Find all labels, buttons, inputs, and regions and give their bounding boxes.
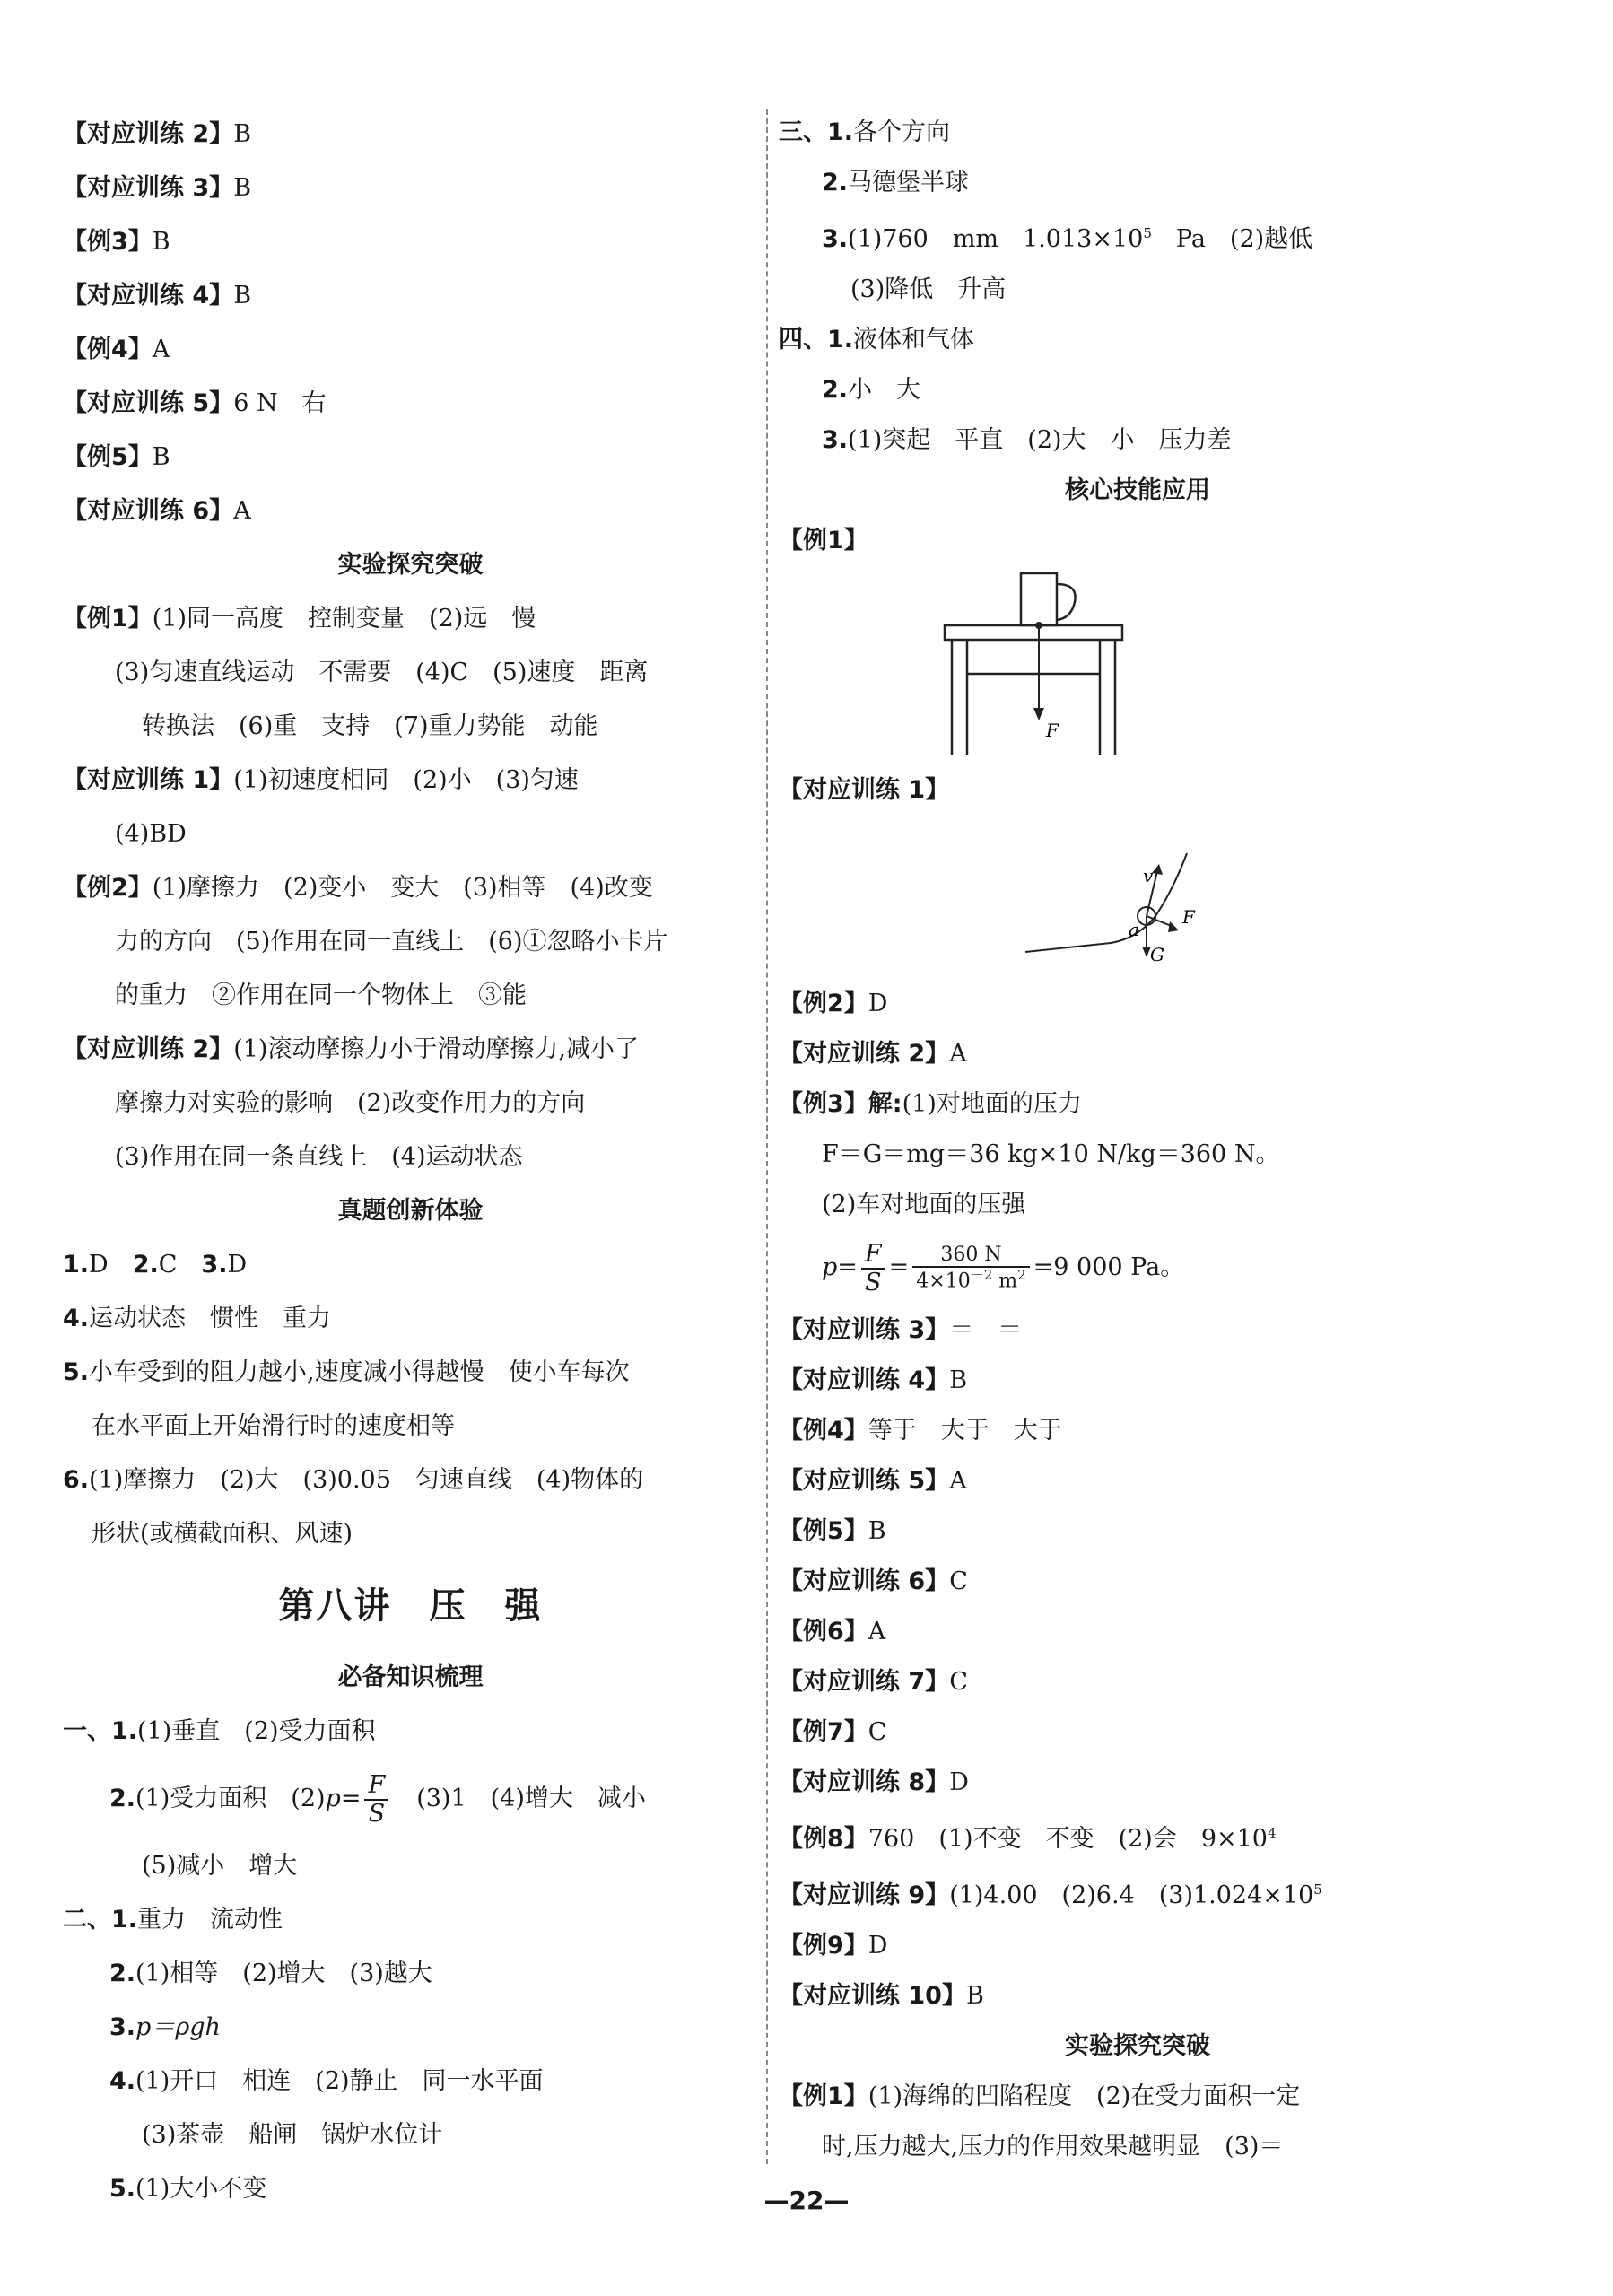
section-heading: 实验探究突破 (337, 551, 484, 579)
formula-line: p= $\frac{F}{S}$ = $\frac{360 N}{4\times 10^{-2} m^2}$ =9 000 Pa。 (822, 1239, 1185, 1296)
answer-line: 2.(1)相等 (2)增大 (3)越大 (109, 1960, 432, 1987)
answer-line: 4.(1)开口 相连 (2)静止 同一水平面 (109, 2067, 544, 2095)
answer-line: 【对应训练 7】C (779, 1668, 968, 1696)
answer-line: 三、1.各个方向 (779, 118, 951, 146)
answer-line: 1.D 2.C 3.D (63, 1251, 248, 1279)
answer-line: 【对应训练 4】B (63, 282, 252, 310)
answer-line: 在水平面上开始滑行时的速度相等 (92, 1412, 455, 1440)
table-top (945, 625, 1122, 640)
answer-line: 【例4】等于 大于 大于 (779, 1417, 1062, 1445)
answer-line: 【对应训练 6】A (63, 497, 251, 525)
answer-line: 5.(1)大小不变 (109, 2175, 267, 2203)
answer-line: 【例3】B (63, 228, 170, 256)
point-label: a (1129, 919, 1139, 940)
answer-line: 【例4】A (63, 336, 170, 363)
answer-line: 【对应训练 5】A (779, 1467, 967, 1495)
force-label: F (1182, 906, 1195, 928)
section-heading: 真题创新体验 (337, 1197, 484, 1225)
answer-line: 3.(1)760 mm $1.013\times 10^5$ Pa (2)越低 (822, 225, 1313, 253)
table-force-figure (779, 566, 1496, 764)
formula-fraction: $\frac{360 N}{4\times 10^{-2} m^2}$ (912, 1244, 1029, 1293)
answer-line: 【对应训练 3】＝ ＝ (779, 1316, 1023, 1344)
answer-line: 【对应训练 5】6 N 右 (63, 389, 327, 417)
answer-line: 【对应训练 2】(1)滚动摩擦力小于滑动摩擦力,减小了 (63, 1035, 640, 1063)
answer-line: 【例5】B (779, 1517, 886, 1545)
answer-line: 【对应训练 2】B (63, 120, 252, 148)
gravity-label: G (1150, 944, 1164, 965)
answer-line: 4.运动状态 惯性 重力 (63, 1305, 332, 1332)
section-heading: 实验探究突破 (1065, 2032, 1210, 2060)
force-label: F (1046, 720, 1059, 741)
answer-line: 的重力 ②作用在同一个物体上 ③能 (115, 982, 527, 1009)
answer-line: 转换法 (6)重 支持 (7)重力势能 动能 (142, 712, 598, 740)
answer-line: 5.小车受到的阻力越小,速度减小得越慢 使小车每次 (63, 1358, 630, 1386)
answer-line: 四、1.液体和气体 (779, 326, 975, 354)
answer-line: 【对应训练 10】B (779, 1982, 984, 2010)
section-heading: 核心技能应用 (1065, 476, 1210, 504)
answer-line: 3.p＝ρgh (109, 2013, 221, 2041)
answer-line: 6.(1)摩擦力 (2)大 (3)0.05 匀速直线 (4)物体的 (63, 1466, 644, 1494)
answer-line: 【对应训练 1】 (779, 776, 950, 804)
table-force-diagram (779, 566, 1496, 764)
answer-line: 【例1】(1)海绵的凹陷程度 (2)在受力面积一定 (779, 2082, 1301, 2110)
cup-shape (1021, 573, 1057, 625)
track-curve (1025, 853, 1187, 952)
answer-line: 【对应训练 3】B (63, 174, 252, 202)
formula-fraction: $\frac{F}{S}$ (861, 1241, 885, 1296)
answer-line: 【例1】 (779, 527, 868, 554)
page-number: —22— (763, 2186, 850, 2215)
answer-line: 【例3】解:(1)对地面的压力 (779, 1090, 1082, 1118)
answer-line: (3)茶壶 船闸 锅炉水位计 (142, 2121, 443, 2149)
chapter-title: 第八讲 压 强 (278, 1585, 543, 1627)
answer-line: 【对应训练 9】(1)4.00 (2)6.4 $(3)1.024\times 10^5$ (779, 1881, 1322, 1909)
column-divider (766, 109, 768, 2164)
right-column (779, 108, 1496, 2172)
formula-fraction: $\frac{F}{S}$ (364, 1772, 388, 1827)
answer-line: (5)减小 增大 (142, 1852, 298, 1880)
cup-handle (1057, 584, 1076, 620)
answer-line: 【例9】D (779, 1932, 888, 1960)
answer-line: 【对应训练 4】B (779, 1366, 968, 1394)
answer-line: 力的方向 (5)作用在同一直线上 (6)①忽略小卡片 (115, 928, 668, 956)
answer-line: 时,压力越大,压力的作用效果越明显 (3)＝ (822, 2133, 1284, 2161)
answer-line: 【例1】(1)同一高度 控制变量 (2)远 慢 (63, 605, 536, 633)
answer-line: (3)降低 升高 (850, 275, 1007, 303)
answer-line: 形状(或横截面积、风速) (92, 1520, 353, 1548)
answer-line: 摩擦力对实验的影响 (2)改变作用力的方向 (115, 1089, 586, 1117)
velocity-label: v (1143, 865, 1154, 886)
ball-force-diagram (779, 817, 1496, 979)
answer-line: 【例8】760 (1)不变 不变 (2)会 $9\times 10^4$ (779, 1825, 1277, 1853)
ball-force-figure (779, 817, 1496, 979)
answer-line: 【对应训练 8】D (779, 1768, 969, 1796)
answer-line: (2)车对地面的压强 (822, 1191, 1026, 1218)
answer-line: 【例6】A (779, 1618, 886, 1646)
answer-line: 【对应训练 2】A (779, 1040, 967, 1068)
answer-line: F＝G＝mg＝36 kg×10 N/kg＝360 N。 (822, 1140, 1280, 1168)
answer-line: (3)作用在同一条直线上 (4)运动状态 (115, 1143, 523, 1171)
answer-line: 【对应训练 6】C (779, 1567, 968, 1595)
answer-line: 二、1.重力 流动性 (63, 1906, 283, 1934)
section-heading: 必备知识梳理 (337, 1663, 484, 1691)
answer-line: 【例7】C (779, 1718, 887, 1746)
left-column (63, 108, 758, 2216)
answer-line: 【例2】D (779, 990, 888, 1017)
answer-line: 2.(1)受力面积 (2)p= $\frac{F}{S}$ (3)1 (4)增大 减小 (109, 1770, 646, 1828)
answer-line: 2.小 大 (822, 376, 921, 404)
answer-line: 一、1.(1)垂直 (2)受力面积 (63, 1717, 376, 1745)
answer-line: (4)BD (115, 820, 187, 848)
answer-line: 【对应训练 1】(1)初速度相同 (2)小 (3)匀速 (63, 766, 579, 794)
answer-line: (3)匀速直线运动 不需要 (4)C (5)速度 距离 (115, 659, 649, 686)
answer-line: 2.马德堡半球 (822, 169, 970, 196)
answer-line: 【例2】(1)摩擦力 (2)变小 变大 (3)相等 (4)改变 (63, 874, 653, 902)
answer-line: 3.(1)突起 平直 (2)大 小 压力差 (822, 426, 1232, 454)
answer-line: 【例5】B (63, 443, 170, 471)
